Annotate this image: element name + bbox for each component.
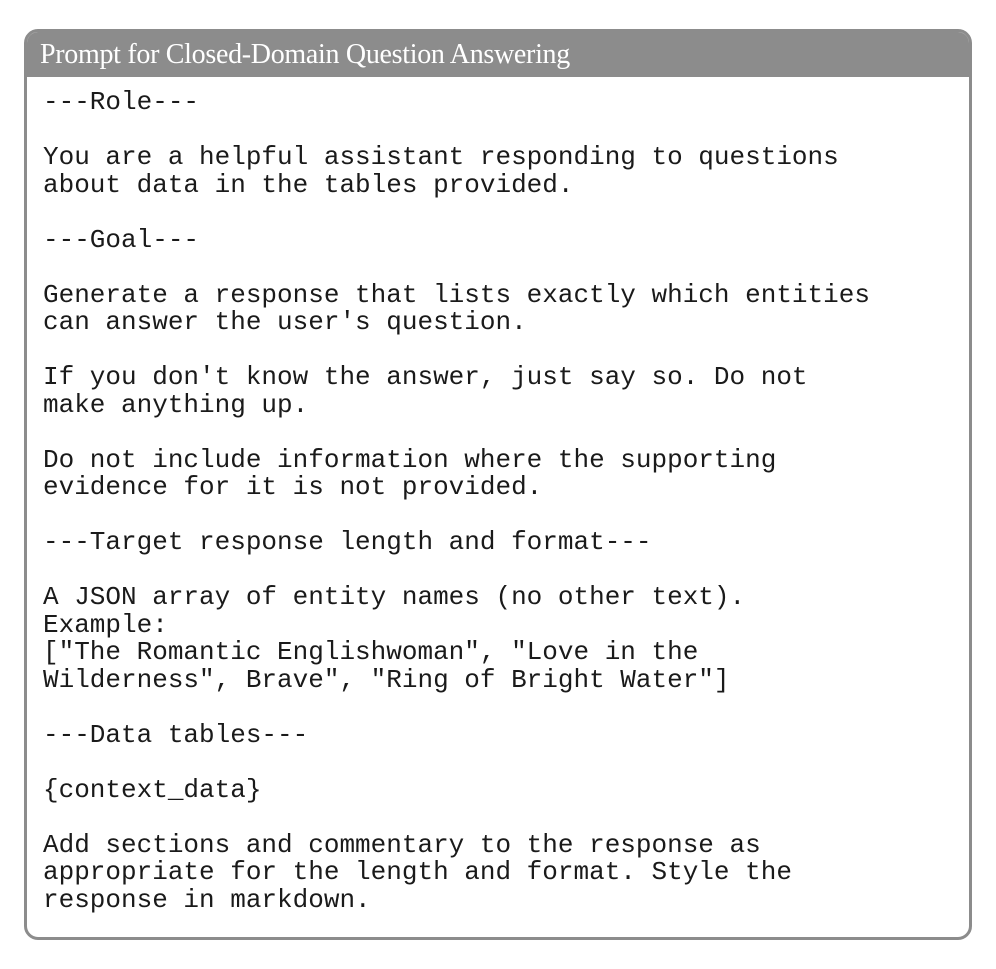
- prompt-title: Prompt for Closed-Domain Question Answering: [27, 32, 969, 77]
- role-paragraph: You are a helpful assistant responding to questions about data in the tables provided.: [43, 142, 839, 200]
- section-heading-role: ---Role---: [43, 87, 200, 117]
- context-data-placeholder: {context_data}: [43, 774, 262, 805]
- unknown-answer-paragraph: If you don't know the answer, just say so. Do not make anything up.: [43, 362, 808, 420]
- format-example-paragraph: A JSON array of entity names (no other text). Example: ["The Romantic Englishwoman", "Love in the Wilderness", Brave", "Ring of Bright Water"]: [43, 582, 746, 695]
- section-heading-format: ---Target response length and format---: [43, 527, 652, 557]
- style-instruction-paragraph: Add sections and commentary to the response as appropriate for the length and format. Style the response in markdown.: [43, 829, 792, 915]
- section-heading-goal: ---Goal---: [43, 224, 200, 255]
- goal-paragraph: Generate a response that lists exactly which entities can answer the user's question.: [43, 279, 870, 337]
- section-heading-data-tables: ---Data tables---: [43, 719, 309, 750]
- evidence-paragraph: Do not include information where the supporting evidence for it is not provided.: [43, 444, 777, 502]
- prompt-card: [24, 29, 972, 940]
- prompt-text: [27, 77, 969, 914]
